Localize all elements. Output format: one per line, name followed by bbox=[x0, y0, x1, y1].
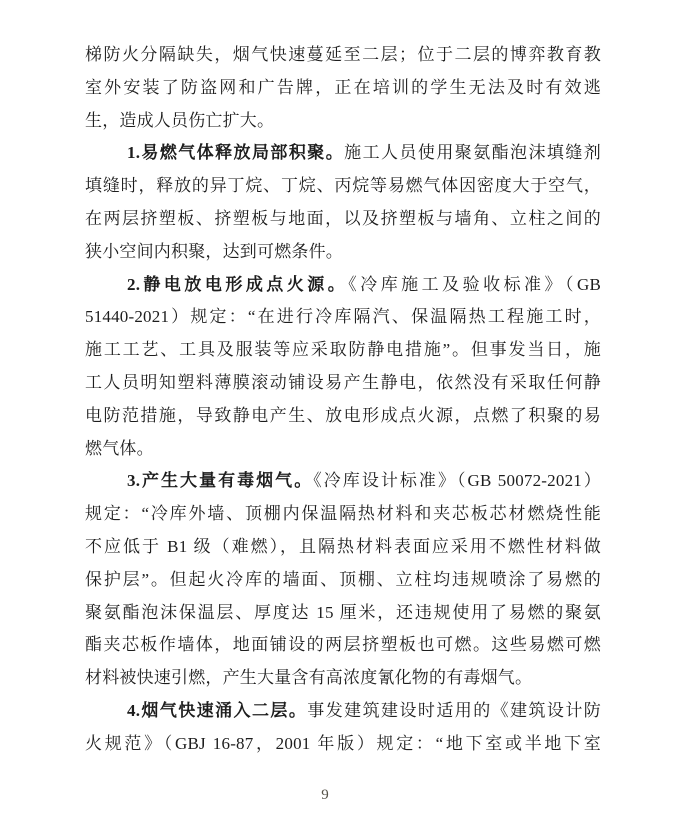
heading-bold-lead: 1.易燃气体释放局部积聚。 bbox=[127, 143, 345, 163]
text-line bbox=[85, 695, 601, 728]
text-line bbox=[85, 465, 601, 498]
text-line bbox=[85, 105, 601, 138]
text-line bbox=[85, 498, 601, 531]
text-line bbox=[85, 531, 601, 564]
line-text: 生，造成人员伤亡扩大。 bbox=[85, 110, 275, 130]
text-line bbox=[85, 203, 601, 236]
line-text: 51440-2021）规定：“在进行冷库隔汽、保温隔热工程施工时， bbox=[85, 307, 601, 327]
line-text: 不应低于 B1 级（难燃），且隔热材料表面应采用不燃性材料做 bbox=[85, 536, 601, 556]
text-line bbox=[85, 597, 601, 630]
text-line bbox=[85, 728, 601, 761]
paragraph bbox=[85, 137, 601, 268]
text-line bbox=[85, 137, 601, 170]
text-line bbox=[85, 269, 601, 302]
line-text: 燃气体。 bbox=[85, 438, 154, 458]
document-text bbox=[85, 39, 601, 761]
line-text: 工人员明知塑料薄膜滚动铺设易产生静电，依然没有采取任何静 bbox=[85, 372, 601, 392]
line-text: 电防范措施，导致静电产生、放电形成点火源，点燃了积聚的易 bbox=[85, 405, 601, 425]
heading-bold-lead: 2.静电放电形成点火源。 bbox=[127, 274, 349, 294]
line-text: 填缝时，释放的异丁烷、丁烷、丙烷等易燃气体因密度大于空气， bbox=[85, 176, 601, 196]
text-line bbox=[85, 72, 601, 105]
line-text: 保护层”。但起火冷库的墙面、顶棚、立柱均违规喷涂了易燃的 bbox=[85, 569, 601, 589]
heading-bold-lead: 3.产生大量有毒烟气。 bbox=[127, 471, 314, 491]
text-line bbox=[85, 629, 601, 662]
text-line bbox=[85, 39, 601, 72]
line-text: 聚氨酯泡沫保温层、厚度达 15 厘米，还违规使用了易燃的聚氨 bbox=[85, 602, 601, 622]
paragraph bbox=[85, 39, 601, 137]
line-text: 事发建筑建设时适用的《建筑设计防 bbox=[307, 700, 602, 720]
text-line bbox=[85, 334, 601, 367]
text-line bbox=[85, 433, 601, 466]
text-line bbox=[85, 564, 601, 597]
paragraph bbox=[85, 695, 601, 761]
line-text: 酯夹芯板作墙体，地面铺设的两层挤塑板也可燃。这些易燃可燃 bbox=[85, 635, 601, 655]
heading-bold-lead: 4.烟气快速涌入二层。 bbox=[127, 700, 308, 720]
line-text: 施工人员使用聚氨酯泡沫填缝剂 bbox=[344, 143, 601, 163]
paragraph bbox=[85, 465, 601, 695]
line-text: 梯防火分隔缺失，烟气快速蔓延至二层；位于二层的博弈教育教 bbox=[85, 45, 601, 64]
text-line bbox=[85, 662, 601, 695]
page-number: 9 bbox=[321, 787, 329, 803]
text-line bbox=[85, 367, 601, 400]
line-text: 室外安装了防盗网和广告牌，正在培训的学生无法及时有效逃 bbox=[85, 77, 601, 97]
line-text: 《冷库设计标准》（GB 50072-2021） bbox=[313, 471, 601, 491]
line-text: 火规范》（GBJ 16-87，2001 年版）规定：“地下室或半地下室 bbox=[85, 733, 601, 753]
line-text: 在两层挤塑板、挤塑板与地面，以及挤塑板与墙角、立柱之间的 bbox=[85, 208, 601, 228]
line-text: 材料被快速引燃，产生大量含有高浓度氰化物的有毒烟气。 bbox=[85, 668, 533, 688]
paragraph bbox=[85, 269, 601, 466]
line-text: 《冷库施工及验收标准》（GB bbox=[348, 274, 602, 294]
line-text: 狭小空间内积聚，达到可燃条件。 bbox=[85, 241, 343, 261]
text-line bbox=[85, 236, 601, 269]
text-line bbox=[85, 400, 601, 433]
text-line bbox=[85, 301, 601, 334]
line-text: 施工工艺、工具及服装等应采取防静电措施”。但事发当日，施 bbox=[85, 340, 601, 360]
text-line bbox=[85, 170, 601, 203]
line-text: 规定：“冷库外墙、顶棚内保温隔热材料和夹芯板芯材燃烧性能 bbox=[85, 504, 601, 524]
